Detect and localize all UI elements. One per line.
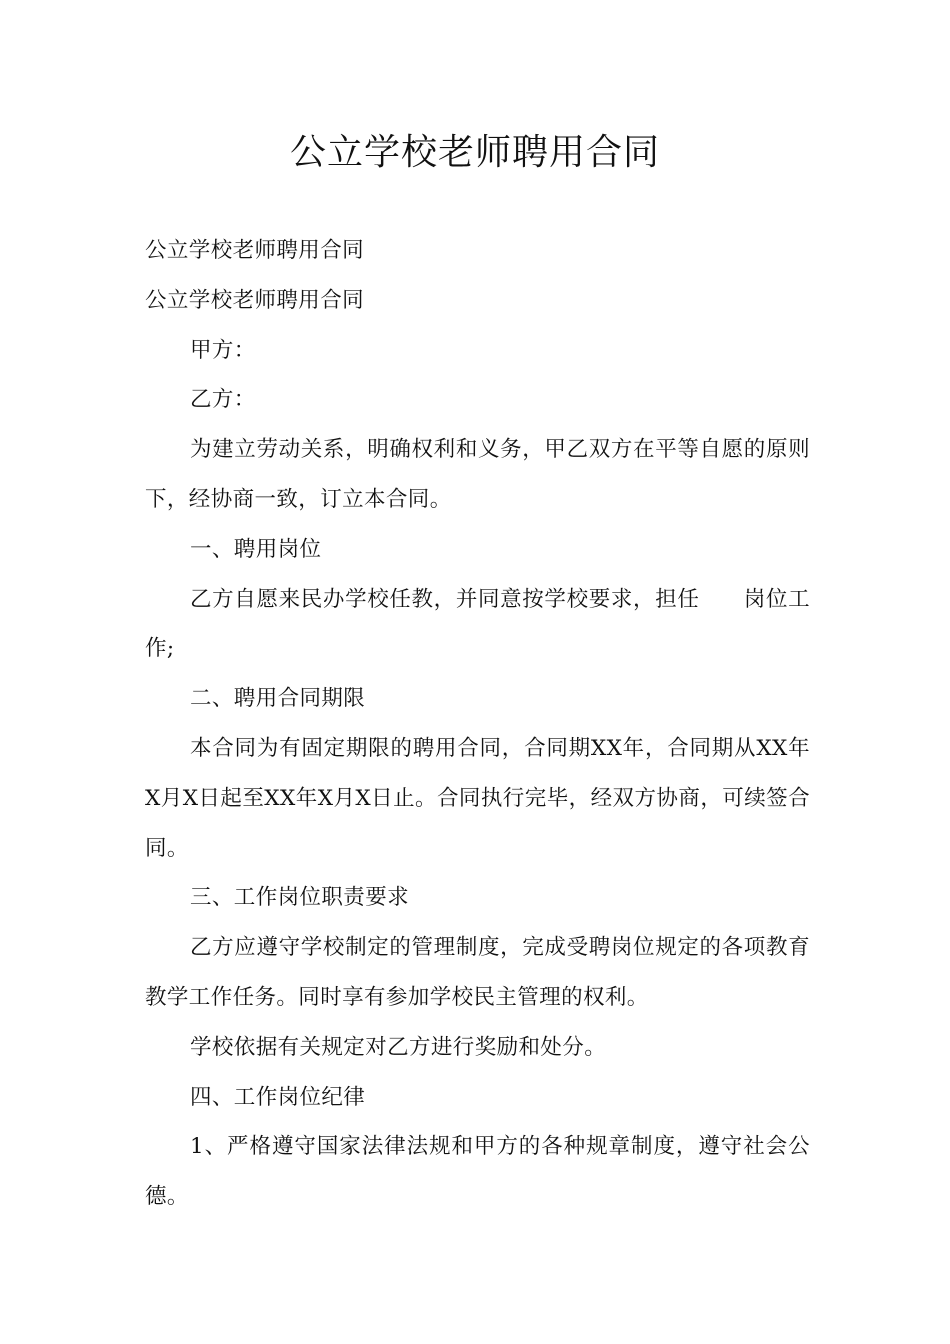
section-heading: 三、工作岗位职责要求 bbox=[190, 885, 410, 911]
document-body bbox=[145, 226, 810, 1222]
paragraph: 乙方自愿来民办学校任教，并同意按学校要求，担任 岗位工作; bbox=[145, 586, 810, 662]
paragraph: 公立学校老师聘用合同 bbox=[145, 287, 365, 313]
paragraph: 乙方应遵守学校制定的管理制度，完成受聘岗位规定的各项教育教学工作任务。同时享有参加学校民主管理的权利。 bbox=[145, 935, 810, 1010]
paragraph: 本合同为有固定期限的聘用合同，合同期XX年，合同期从XX年X月X日起至XX年X月X日止。合同执行完毕，经双方协商，可续签合同。 bbox=[145, 735, 810, 861]
party-b-label: 乙方： bbox=[190, 387, 256, 413]
party-a-label: 甲方： bbox=[190, 337, 256, 363]
document-title: 公立学校老师聘用合同 bbox=[289, 132, 660, 173]
paragraph: 为建立劳动关系，明确权利和义务，甲乙双方在平等自愿的原则下，经协商一致，订立本合同。 bbox=[145, 437, 810, 512]
section-heading: 一、聘用岗位 bbox=[190, 536, 322, 562]
section-heading: 四、工作岗位纪律 bbox=[190, 1084, 366, 1110]
paragraph: 1、严格遵守国家法律法规和甲方的各种规章制度，遵守社会公德。 bbox=[145, 1134, 810, 1210]
paragraph: 公立学校老师聘用合同 bbox=[145, 238, 365, 263]
section-heading: 二、聘用合同期限 bbox=[190, 686, 366, 712]
paragraph: 学校依据有关规定对乙方进行奖励和处分。 bbox=[190, 1034, 607, 1060]
